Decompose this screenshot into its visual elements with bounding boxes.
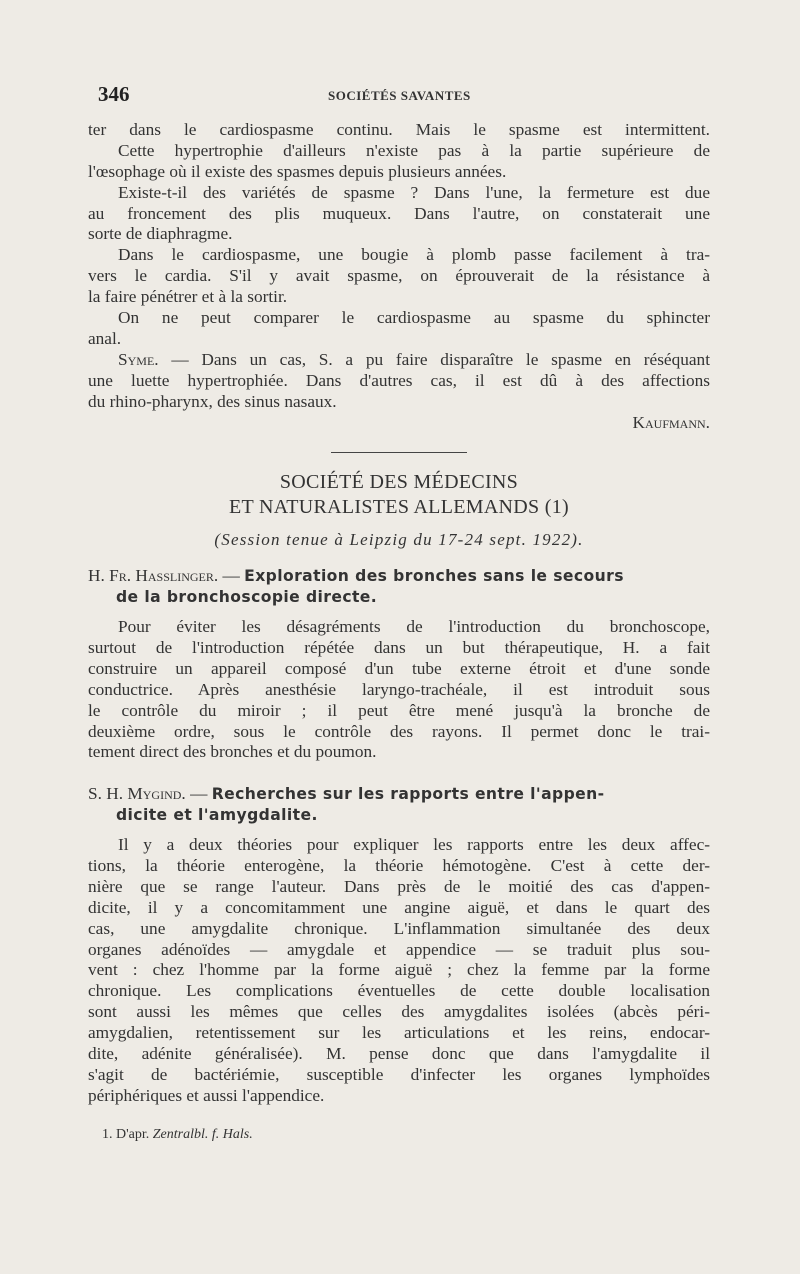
footnote-source: Zentralbl. f. Hals. [152,1126,253,1142]
footnote [88,1125,710,1146]
text-line: l'œsophage où il existe des spasmes depuis plusieurs années. [88,161,507,181]
text-line: amygdalien, retentissement sur les articulations et les reins, endocar- [88,1023,710,1043]
entry-text [88,617,710,763]
section-title-line-1: SOCIÉTÉ DES MÉDECINS [279,471,519,494]
text-line: organes adénoïdes — amygdale et appendice — se traduit plus sou- [88,939,710,959]
session-subtitle: (Session tenue à Leipzig du 17-24 sept. 1922). [214,530,584,550]
text-line: au froncement des plis muqueux. Dans l'autre, on constaterait une [88,203,710,223]
section-title-line-2: ET NATURALISTES ALLEMANDS (1) [229,496,569,519]
entry-heading-line [88,586,710,607]
abstract-entry-2 [88,783,710,1106]
text-line: Pour éviter les désagréments de l'introduction du bronchoscope, [118,617,710,637]
entry-heading-line [88,565,710,586]
text-line: anal. [88,328,122,348]
entry-title: Recherches sur les rapports entre l'appen- [211,785,605,804]
intro-paragraph-1 [88,120,710,141]
text-line: chronique. Les complications éventuelles de cette double localisation [88,981,710,1001]
heading-dash: — [190,784,208,804]
entry-title: de la bronchoscopie directe. [116,588,378,607]
heading-dash: — [222,566,240,586]
speaker-name: Syme. [118,349,159,369]
footnote-prefix: D'apr. [116,1126,150,1142]
text-line [88,350,710,371]
text-line: du rhino-pharynx, des sinus nasaux. [88,391,337,411]
author-name: Hasslinger. [135,566,219,586]
entry-heading [88,783,710,825]
text-line: tement direct des bronches et du poumon. [88,742,377,762]
entry-title: Exploration des bronches sans le secours [244,567,624,586]
text-line: dicite, il y a concomitamment une angine aiguë, et dans le quart des [88,897,710,917]
text-line: Dans le cardiospasme, une bougie à plomb passe facilement à tra- [118,245,710,265]
intro-paragraph-2 [88,141,710,183]
author-initials: H. Fr. [88,566,132,586]
author-initials: S. H. [88,784,124,804]
running-title: SOCIÉTÉS SAVANTES [328,88,471,103]
signature: Kaufmann. [632,413,710,433]
text-line: tions, la théorie enterogène, la théorie hémotogène. C'est à cette der- [88,855,710,875]
text-line: conductrice. Après anesthésie laryngo-trachéale, il est introduit sous [88,679,710,699]
page-number: 346 [98,82,130,106]
text-line: dite, adénite généralisée). M. pense donc que dans l'amygdalite il [88,1043,710,1063]
text-line: construire un appareil composé d'un tube externe étroit et d'une sonde [88,658,710,678]
text-line: Il y a deux théories pour expliquer les rapports entre les deux affec- [118,835,710,855]
text-line: ter dans le cardiospasme continu. Mais le spasme est intermittent. [88,120,710,139]
author-name: Mygind. [127,784,186,804]
intro-paragraph-4 [88,245,710,308]
footnote-marker: 1. [102,1126,113,1142]
entry-title: dicite et l'amygdalite. [116,806,318,825]
text-line: On ne peut comparer le cardiospasme au spasme du sphincter [118,308,710,328]
abstract-entry-1 [88,565,710,763]
text-line: vent : chez l'homme par la forme aiguë ; chez la femme par la forme [88,960,710,980]
text-fragment: — Dans un cas, S. a pu faire disparaître le spasme en réséquant [171,349,710,369]
entry-text [88,835,710,1107]
text-line: cas, une amygdalite chronique. L'inflammation simultanée des deux [88,918,710,938]
text-line: vers le cardia. S'il y avait spasme, on éprouverait de la résistance à [88,266,710,286]
text-line: sorte de diaphragme. [88,224,233,244]
intro-paragraph-6 [88,350,710,413]
page-header [98,82,708,112]
text-line: le contrôle du miroir ; il peut être mené jusqu'à la bronche de [88,700,710,720]
text-line: une luette hypertrophiée. Dans d'autres cas, il est dû à des affections [88,370,710,390]
text-line: Cette hypertrophie d'ailleurs n'existe pas à la partie supérieure de [118,140,710,160]
entry-heading-line [88,804,710,825]
text-line: Existe-t-il des variétés de spasme ? Dans l'une, la fermeture est due [118,182,710,202]
entry-heading-line [88,783,710,804]
text-line: s'agit de bactériémie, susceptible d'infecter les organes lymphoïdes [88,1064,710,1084]
intro-paragraph-5 [88,308,710,350]
text-line: deuxième ordre, sous le contrôle des rayons. Il permet donc le trai- [88,721,710,741]
text-line: sont aussi les mêmes que celles des amygdalites isolées (abcès péri- [88,1002,710,1022]
text-line: nière que se range l'auteur. Dans près de le moitié des cas d'appen- [88,876,710,896]
text-line: surtout de l'introduction répétée dans un but thérapeutique, H. a fait [88,637,710,657]
intro-paragraph-3 [88,183,710,246]
text-line: périphériques et aussi l'appendice. [88,1085,325,1105]
page-body [88,120,710,1146]
text-line: la faire pénétrer et à la sortir. [88,287,288,307]
section-divider [331,452,467,453]
entry-heading [88,565,710,607]
